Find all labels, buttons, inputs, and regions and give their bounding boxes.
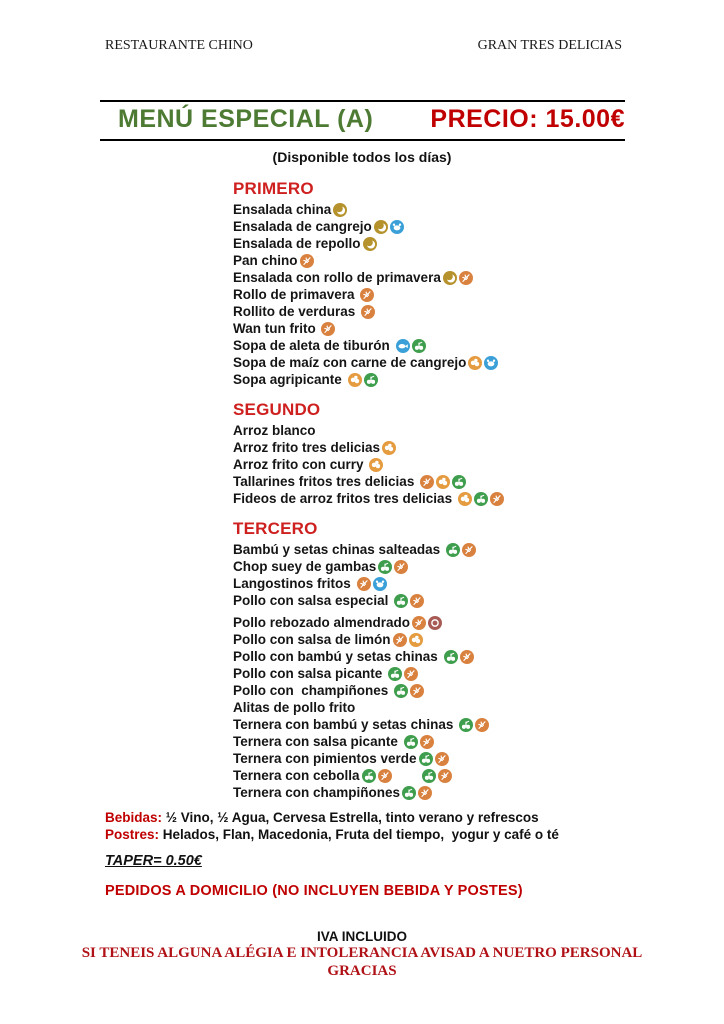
menu-item-label: Langostinos fritos (233, 576, 355, 591)
section-heading: PRIMERO (233, 179, 314, 198)
allergen-soy-icon (444, 650, 458, 664)
menu-item-label: Pollo con salsa de limón (233, 632, 391, 647)
menu-item (233, 456, 724, 473)
included-notes (105, 809, 724, 869)
menu-item-label: Ensalada con rollo de primavera (233, 270, 441, 285)
allergen-soy-icon (362, 769, 376, 783)
menu-item (233, 750, 724, 767)
menu-item (233, 473, 724, 490)
allergen-gluten-icon (412, 616, 426, 630)
page-header (105, 38, 622, 54)
bebidas-label: Bebidas: (105, 810, 163, 825)
allergen-gluten-icon (460, 650, 474, 664)
menu-section (233, 519, 724, 801)
menu-item-label: Ternera con pimientos verde (233, 751, 417, 766)
allergen-egg-icon (363, 237, 377, 251)
allergen-gluten-icon (418, 786, 432, 800)
allergen-soy-icon (388, 667, 402, 681)
menu-item (233, 558, 724, 575)
menu-item-label: Rollito de verduras (233, 304, 360, 319)
allergen-fried_egg-icon (468, 356, 482, 370)
menu-item (233, 371, 724, 388)
availability-note: (Disponible todos los días) (272, 149, 452, 165)
menu-item (233, 269, 724, 286)
delivery-note: PEDIDOS A DOMICILIO (NO INCLUYEN BEBIDA Y POSTES) (105, 883, 523, 899)
allergen-gluten-icon (404, 667, 418, 681)
menu-item-label: Arroz frito con curry (233, 457, 368, 472)
menu-item (233, 784, 724, 801)
title-row (100, 105, 625, 134)
allergen-soy-icon (452, 475, 466, 489)
allergen-gluten-icon (438, 769, 452, 783)
allergen-soy-icon (419, 752, 433, 766)
allergen-fried_egg-icon (458, 492, 472, 506)
menu-item-label: Wan tun frito (233, 321, 320, 336)
menu-item-label: Pollo con champiñones (233, 683, 393, 698)
menu-item-label: Fideos de arroz fritos tres delicias (233, 491, 456, 506)
menu-item-label: Pollo con salsa especial (233, 593, 393, 608)
menu-item (233, 767, 724, 784)
menu-item (233, 218, 724, 235)
menu-item-label: Rollo de primavera (233, 287, 359, 302)
allergen-gluten-icon (435, 752, 449, 766)
menu-title: MENÚ ESPECIAL (A) (118, 105, 374, 133)
allergen-gluten-icon (420, 475, 434, 489)
postres-text: Helados, Flan, Macedonia, Fruta del tiempo, yogur y café o té (159, 827, 559, 842)
menu-section (233, 179, 724, 388)
menu-item (233, 648, 724, 665)
menu-sections (233, 179, 724, 801)
allergen-soy-icon (394, 594, 408, 608)
allergen-egg-icon (443, 271, 457, 285)
allergen-fried_egg-icon (409, 633, 423, 647)
page-footer (0, 929, 724, 980)
allergen-nuts-icon (428, 616, 442, 630)
allergen-crab-icon (390, 220, 404, 234)
menu-item (233, 614, 724, 631)
allergen-soy-icon (364, 373, 378, 387)
allergen-soy-icon (404, 735, 418, 749)
allergen-gluten-icon (300, 254, 314, 268)
allergen-gluten-icon (394, 560, 408, 574)
allergen-fried_egg-icon (436, 475, 450, 489)
menu-item-label: Ternera con salsa picante (233, 734, 402, 749)
menu-item (233, 490, 724, 507)
menu-item-label: Pan chino (233, 253, 298, 268)
allergen-gluten-icon (321, 322, 335, 336)
menu-item-label: Ensalada de cangrejo (233, 219, 372, 234)
menu-item (233, 541, 724, 558)
menu-item-label: Ensalada de repollo (233, 236, 361, 251)
menu-price: PRECIO: 15.00€ (430, 105, 625, 133)
allergen-soy-icon (446, 543, 460, 557)
menu-item (233, 354, 724, 371)
allergen-fried_egg-icon (369, 458, 383, 472)
menu-item-label: Alitas de pollo frito (233, 700, 356, 715)
menu-item-label: Arroz blanco (233, 423, 316, 438)
menu-item (233, 337, 724, 354)
menu-item-label: Chop suey de gambas (233, 559, 377, 574)
menu-item-label: Ternera con champiñones (233, 785, 401, 800)
allergen-egg-icon (333, 203, 347, 217)
thanks-note: GRACIAS (327, 963, 397, 979)
allergen-soy-icon (394, 684, 408, 698)
postres-label: Postres: (105, 827, 160, 842)
restaurant-type-label: RESTAURANTE CHINO (105, 38, 253, 53)
allergen-gluten-icon (490, 492, 504, 506)
allergen-gluten-icon (459, 271, 473, 285)
allergen-soy-icon (402, 786, 416, 800)
allergen-soy-icon (378, 560, 392, 574)
allergy-warning: SI TENEIS ALGUNA ALÉGIA E INTOLERANCIA AVISAD A NUETRO PERSONAL (81, 945, 643, 961)
taper-price: TAPER= 0.50€ (105, 853, 202, 869)
menu-section (233, 400, 724, 507)
allergen-soy-icon (422, 769, 436, 783)
menu-item-label: Arroz frito tres delicias (233, 440, 381, 455)
allergen-gluten-icon (475, 718, 489, 732)
allergen-gluten-icon (357, 577, 371, 591)
allergen-gluten-icon (360, 288, 374, 302)
postres-line (105, 826, 724, 843)
allergen-soy-icon (474, 492, 488, 506)
allergen-fish-icon (396, 339, 410, 353)
allergen-egg-icon (374, 220, 388, 234)
menu-item (233, 201, 724, 218)
menu-item (233, 665, 724, 682)
menu-item-label: Pollo con bambú y setas chinas (233, 649, 442, 664)
allergen-soy-icon (459, 718, 473, 732)
menu-item-label: Ternera con cebolla (233, 768, 360, 783)
iva-note: IVA INCLUIDO (317, 929, 407, 944)
allergen-crab-icon (373, 577, 387, 591)
allergen-gluten-icon (410, 594, 424, 608)
bebidas-text: ½ Vino, ½ Agua, Cervesa Estrella, tinto verano y refrescos (162, 810, 539, 825)
menu-item-label: Ensalada china (233, 202, 332, 217)
allergen-fried_egg-icon (382, 441, 396, 455)
bebidas-line (105, 809, 724, 826)
allergen-soy-icon (412, 339, 426, 353)
allergen-gluten-icon (420, 735, 434, 749)
menu-item-label: Pollo rebozado almendrado (233, 615, 411, 630)
allergen-fried_egg-icon (348, 373, 362, 387)
menu-item (233, 592, 724, 609)
allergen-gluten-icon (361, 305, 375, 319)
allergen-gluten-icon (410, 684, 424, 698)
title-block (100, 100, 625, 141)
menu-item-label: Sopa de maíz con carne de cangrejo (233, 355, 467, 370)
menu-item (233, 716, 724, 733)
menu-item-label: Tallarines fritos tres delicias (233, 474, 419, 489)
allergen-gluten-icon (393, 633, 407, 647)
section-heading: TERCERO (233, 519, 318, 538)
allergen-gluten-icon (462, 543, 476, 557)
menu-item-label: Bambú y setas chinas salteadas (233, 542, 444, 557)
section-heading: SEGUNDO (233, 400, 321, 419)
menu-item (233, 699, 724, 716)
menu-item-label: Ternera con bambú y setas chinas (233, 717, 458, 732)
menu-item (233, 422, 724, 439)
allergen-gluten-icon (378, 769, 392, 783)
menu-item (233, 733, 724, 750)
allergen-crab-icon (484, 356, 498, 370)
menu-item (233, 682, 724, 699)
menu-item-label: Pollo con salsa picante (233, 666, 387, 681)
menu-item (233, 286, 724, 303)
menu-item-label: Sopa de aleta de tiburón (233, 338, 394, 353)
menu-item (233, 252, 724, 269)
menu-item (233, 439, 724, 456)
restaurant-name-label: GRAN TRES DELICIAS (477, 38, 622, 53)
menu-item-label: Sopa agripicante (233, 372, 346, 387)
menu-item (233, 575, 724, 592)
menu-item (233, 235, 724, 252)
menu-item (233, 303, 724, 320)
menu-item (233, 320, 724, 337)
menu-item (233, 631, 724, 648)
